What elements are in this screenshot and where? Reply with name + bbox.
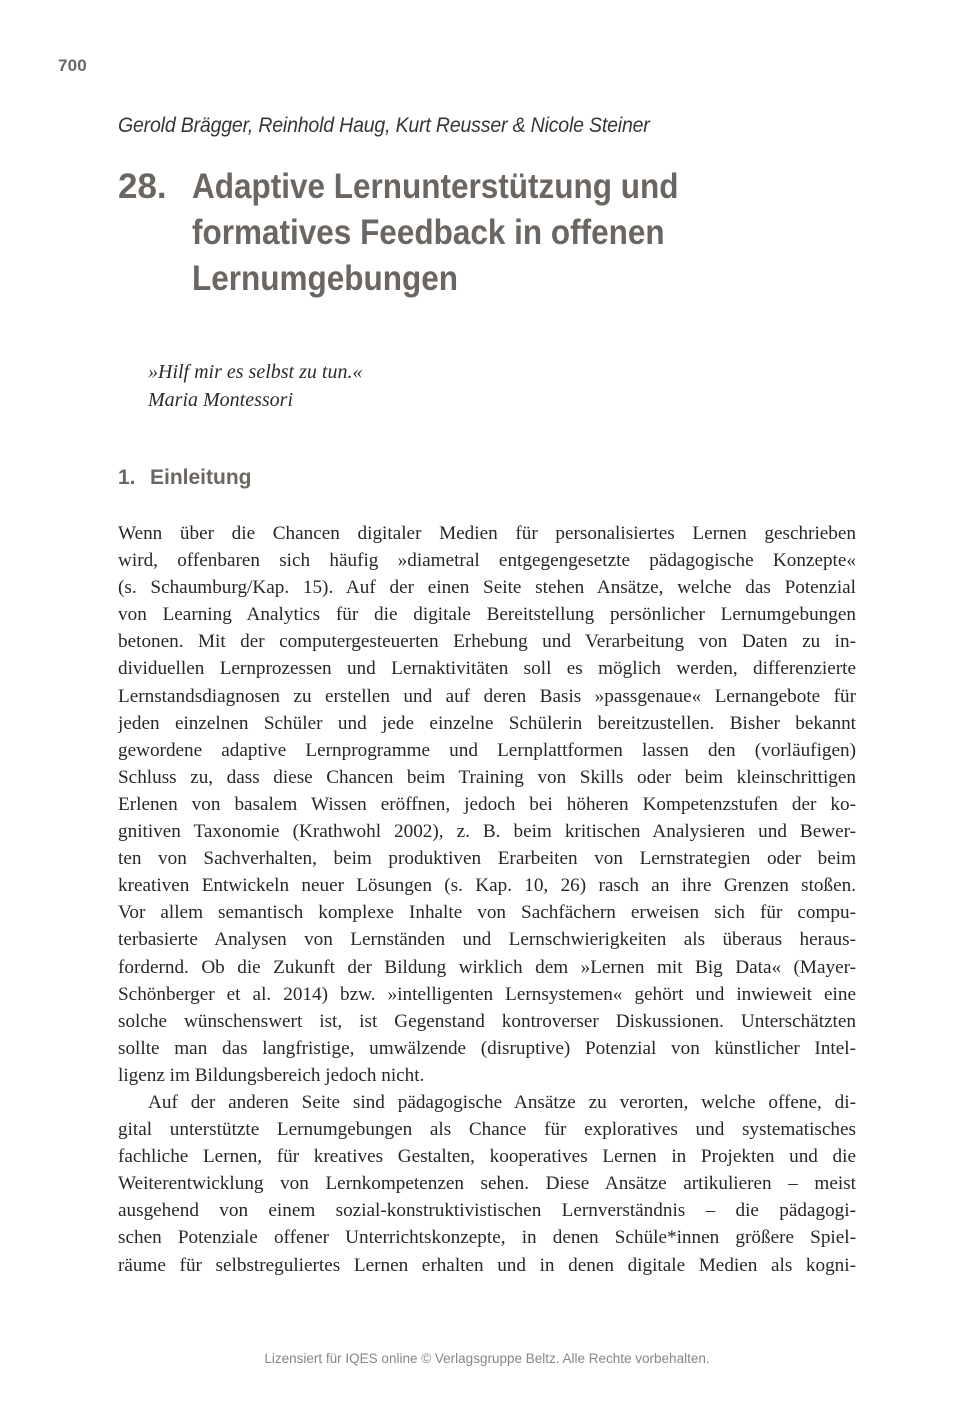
text-line: Wenn über die Chancen digitaler Medien für personalisiertes Lernen geschrieben <box>118 523 856 544</box>
section-title: Einleitung <box>150 466 252 489</box>
chapter-number: 28. <box>118 167 167 206</box>
text-line: kreativen Entwickeln neuer Lösungen (s. Kap. 10, 26) rasch an ihre Grenzen stoßen. <box>118 875 856 897</box>
text-line: betonen. Mit der computergesteuerten Erhebung und Verarbeitung von Daten zu in- <box>118 631 856 653</box>
text-line: Auf der anderen Seite sind pädagogische Ansätze zu verorten, welche offene, di- <box>148 1091 856 1113</box>
text-line: Erlenen von basalem Wissen eröffnen, jedoch bei höheren Kompetenzstufen der ko- <box>118 793 856 815</box>
chapter-title-line: formatives Feedback in offenen <box>192 213 665 252</box>
text-line: wird, offenbaren sich häufig »diametral entgegengesetzte pädagogische Konzepte« <box>118 550 856 572</box>
chapter-title-line: Lernumgebungen <box>192 259 459 298</box>
text-line: dividuellen Lernprozessen und Lernaktivitäten soll es möglich werden, differenzierte <box>118 658 856 680</box>
text-line: jeden einzelnen Schüler und jede einzelne Schülerin bereitzustellen. Bisher bekannt <box>118 712 856 734</box>
text-line: Weiterentwicklung von Lernkompetenzen sehen. Diese Ansätze artikulieren – meist <box>118 1173 856 1195</box>
paragraph <box>118 1089 856 1279</box>
text-line: ausgehend von einem sozial-konstruktivistischen Lernverständnis – die pädagogi- <box>118 1200 856 1222</box>
text-line: gnitiven Taxonomie (Krathwohl 2002), z. B. beim kritischen Analysieren und Bewer- <box>118 821 856 843</box>
epigraph-quote: »Hilf mir es selbst zu tun.« <box>148 361 363 383</box>
text-line: (s. Schaumburg/Kap. 15). Auf der einen Seite stehen Ansätze, welche das Potenzial <box>118 577 856 599</box>
text-line: solche wünschenswert ist, ist Gegenstand kontroverser Diskussionen. Unterschätzten <box>118 1010 856 1032</box>
page-number: 700 <box>58 56 87 75</box>
text-line: Schönberger et al. 2014) bzw. »intelligenten Lernsystemen« gehört und inwieweit eine <box>118 983 856 1005</box>
text-line: ligenz im Bildungsbereich jedoch nicht. <box>118 1064 425 1086</box>
text-line: sollte man das langfristige, umwälzende (disruptive) Potenzial von künstlicher Intel- <box>118 1037 856 1059</box>
text-line: ten von Sachverhalten, beim produktiven Erarbeiten von Lernstrategien oder beim <box>118 848 856 870</box>
paragraph <box>118 520 856 1089</box>
text-line: schen Potenziale offener Unterrichtskonzepte, in denen Schüle*innen größere Spiel- <box>118 1227 856 1249</box>
text-line: von Learning Analytics für die digitale Bereitstellung persönlicher Lernumgebungen <box>118 604 856 626</box>
footer-license: Lizensiert für IQES online © Verlagsgruppe Beltz. Alle Rechte vorbehalten. <box>264 1351 710 1366</box>
epigraph <box>148 358 362 414</box>
text-line: Lernstandsdiagnosen zu erstellen und auf deren Basis »passgenaue« Lernangebote für <box>118 685 856 707</box>
authors: Gerold Brägger, Reinhold Haug, Kurt Reusser & Nicole Steiner <box>118 114 650 137</box>
epigraph-attribution: Maria Montessori <box>148 389 293 411</box>
section-number: 1. <box>118 466 136 489</box>
text-line: gewordene adaptive Lernprogramme und Lernplattformen lassen den (vorläufigen) <box>118 739 856 761</box>
text-line: terbasierte Analysen von Lernständen und Lernschwierigkeiten als überaus heraus- <box>118 929 856 951</box>
section-heading <box>118 466 252 490</box>
text-line: räume für selbstreguliertes Lernen erhalten und in denen digitale Medien als kogni- <box>118 1254 856 1276</box>
text-line: fordernd. Ob die Zukunft der Bildung wirklich dem »Lernen mit Big Data« (Mayer- <box>118 956 856 978</box>
chapter-title-text <box>192 164 768 302</box>
body-text <box>118 520 856 1279</box>
text-line: Vor allem semantisch komplexe Inhalte von Sachfächern erweisen sich für compu- <box>118 902 856 924</box>
text-line: fachliche Lernen, für kreatives Gestalten, kooperatives Lernen in Projekten und die <box>118 1146 856 1168</box>
chapter-title-line: Adaptive Lernunterstützung und <box>192 167 679 206</box>
text-line: Schluss zu, dass diese Chancen beim Training von Skills oder beim kleinschrittigen <box>118 766 856 788</box>
text-line: gital unterstützte Lernumgebungen als Chance für exploratives und systematisches <box>118 1119 856 1141</box>
